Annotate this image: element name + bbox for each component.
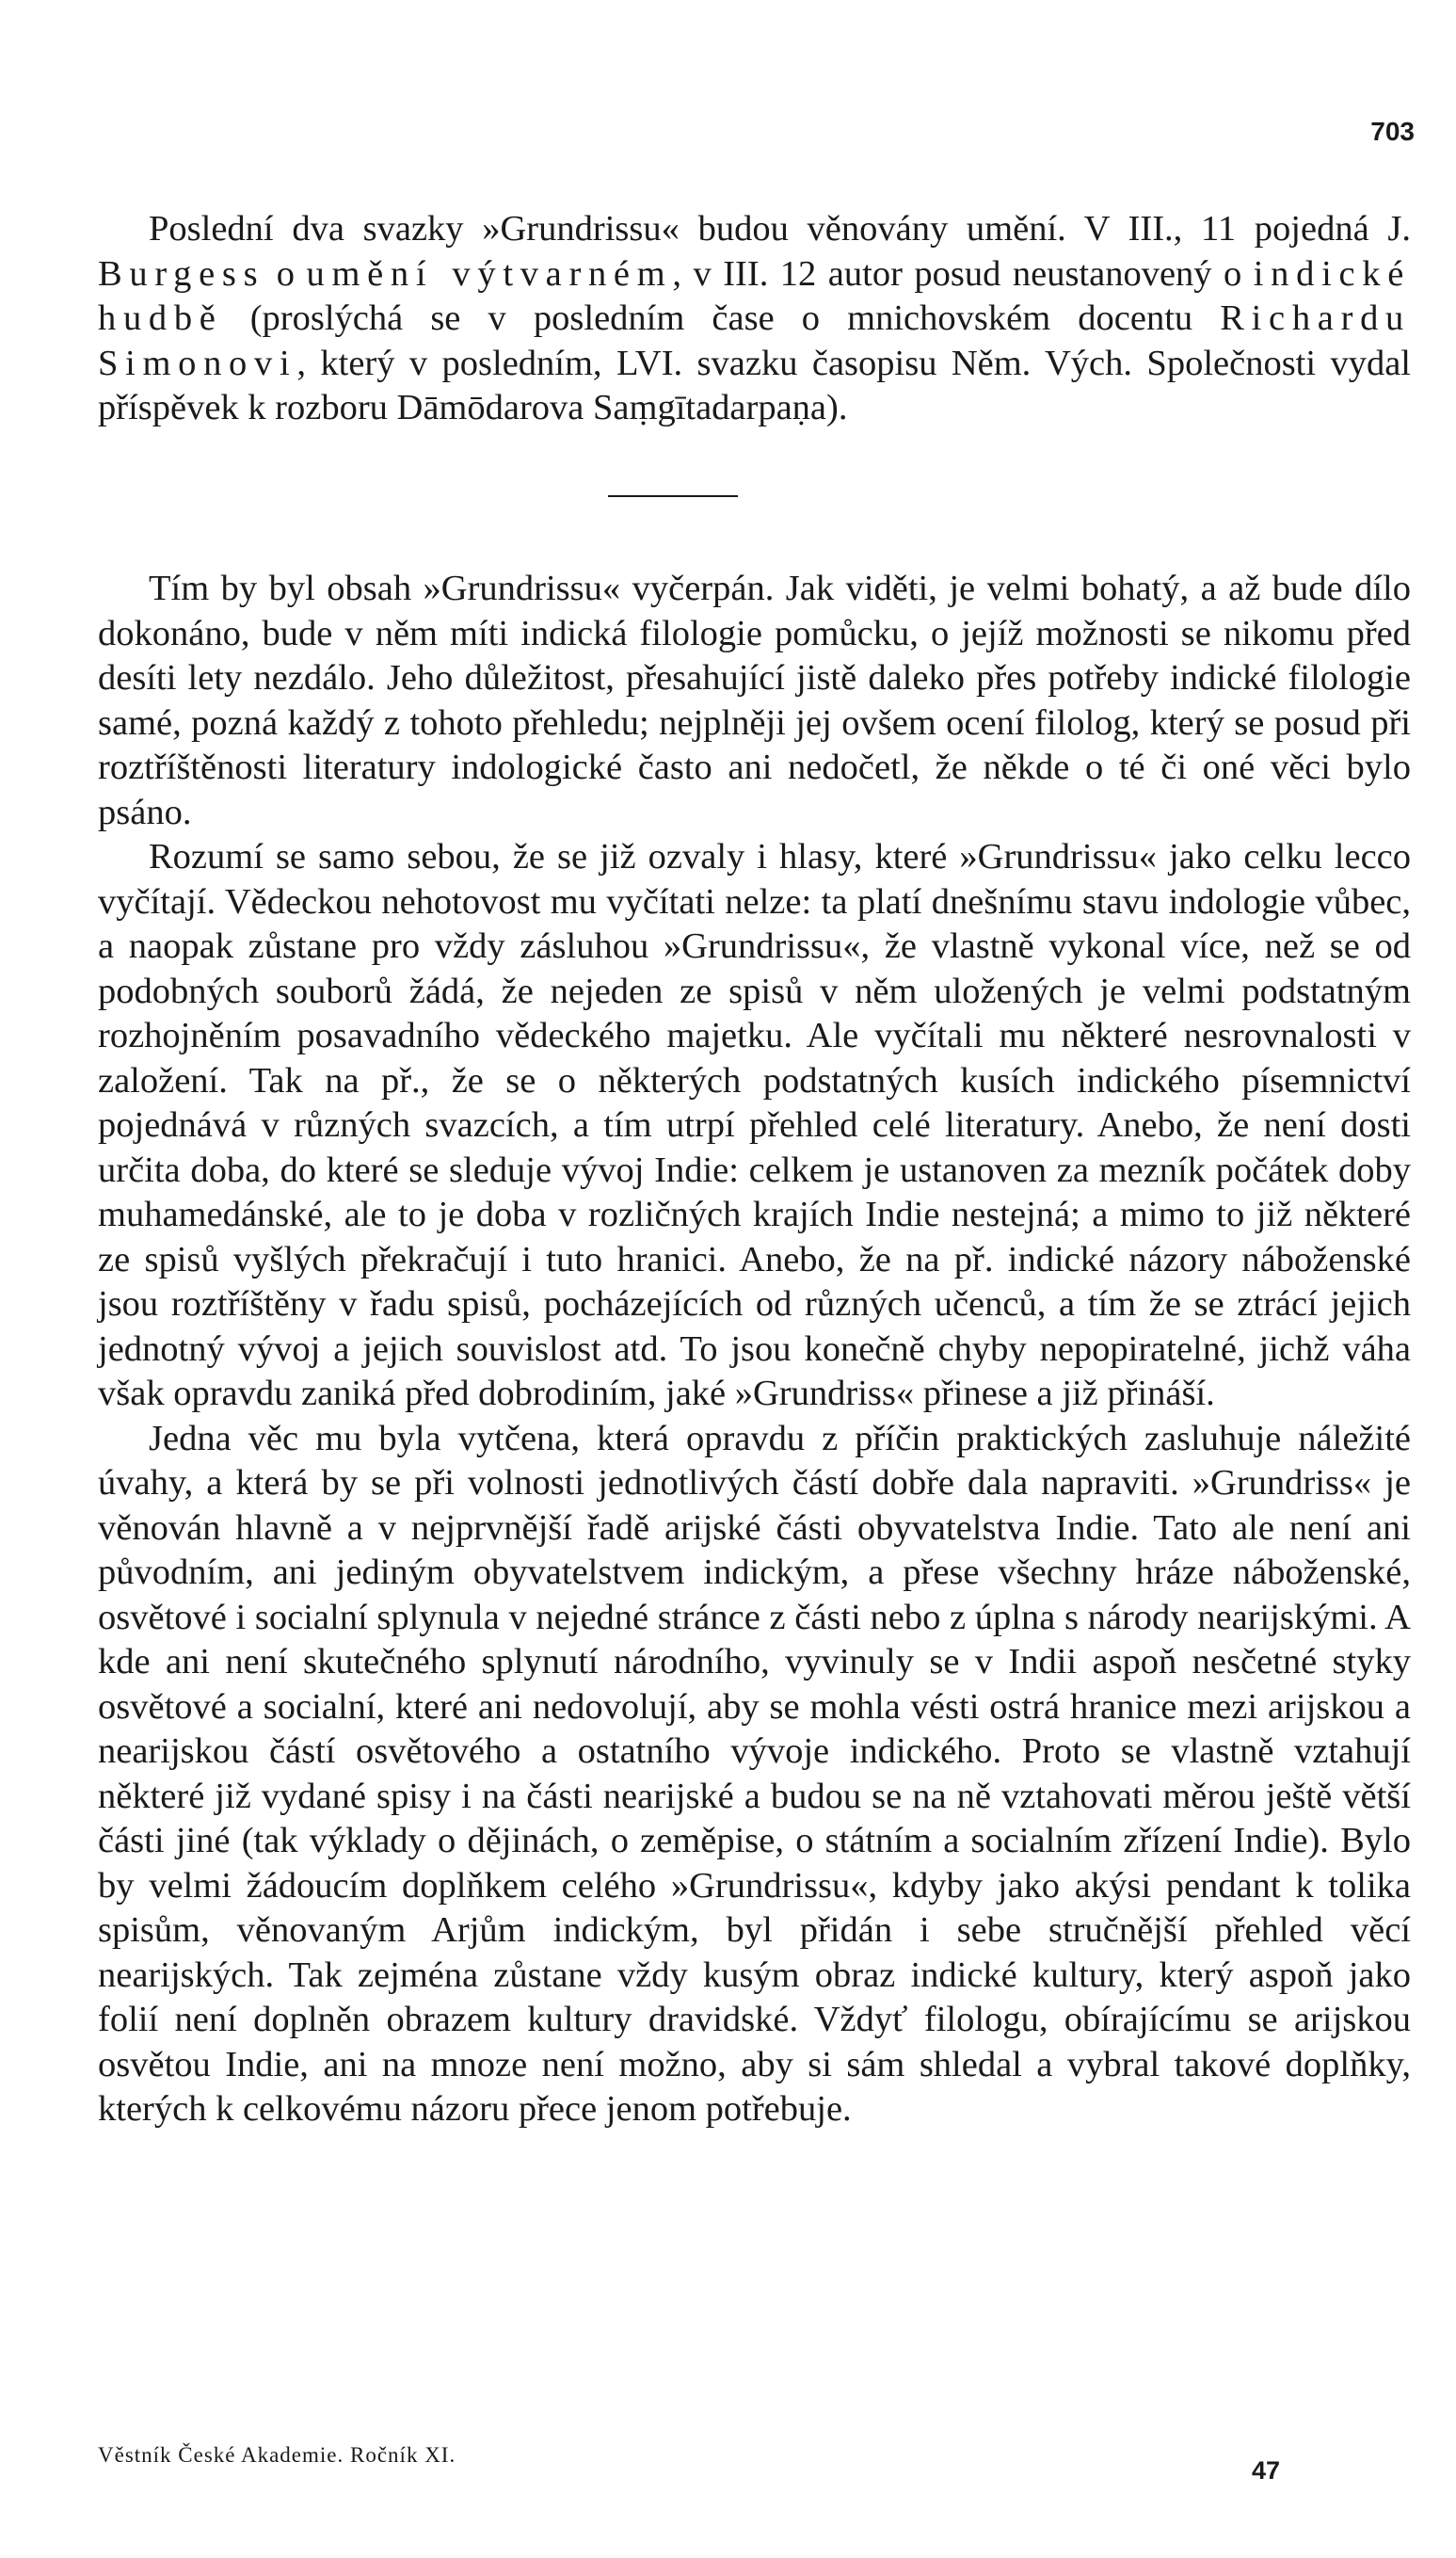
paragraph-2: Tím by byl obsah »Grundrissu« vyčerpán. Jak viděti, je velmi bohatý, a až bude dílo dokonáno, bude v něm míti indická filologie pomůcku, o jejíž možnosti se nikomu před desíti lety nezdálo. Jeho důležitost, přesahující jistě daleko přes potřeby indické filologie samé, pozná každý z tohoto přehledu; nejplněji jej ovšem ocení filolog, který se posud při roztříštěnosti literatury indologické často ani nedočetl, že někde o té či oné věci bylo psáno.	[98, 569, 1411, 832]
paragraph-4: Jedna věc mu byla vytčena, která opravdu z příčin praktických zasluhuje náležité úvahy, a která by se při volnosti jednotlivých částí dobře dala napraviti. »Grundriss« je věnován hlavně a v nejprvnější řadě arijské části obyvatelstva Indie. Tato ale není ani původním, ani jediným obyvatelstvem indickým, a přese všechny hráze náboženské, osvětové i socialní splynula v nejedné stránce z části nebo z úplna s národy nearijskými. A kde ani není skutečného splynutí národního, vyvinuly se v Indii aspoň nesčetné styky osvětové a socialní, které ani nedovolují, aby se mohla vésti ostrá hranice mezi arijskou a nearijskou částí osvětového a ostatního vývoje indického. Proto se vlastně vztahují některé již vydané spisy i na části nearijské a budou se na ně vztahovati měrou ještě větší části jiné (tak výklady o dějinách, o zeměpise, o státním a socialním zřízení Indie). Bylo by velmi žádoucím doplňkem celého »Grundrissu«, kdyby jako akýsi pendant k tolika spisům, věnovaným Arjům indickým, byl přidán i sebe stručnější přehled věcí nearijských. Tak zejména zůstane vždy kusým obraz indické kultury, který aspoň jako folií není doplněn obrazem kultury dravidské. Vždyť filologu, obírajícímu se arijskou osvětou Indie, ani na mnoze není možno, aby si sám shledal a vybral takové doplňky, kterých k celkovému názoru přece jenom potřebuje.	[98, 1418, 1411, 2129]
page-number: 703	[1370, 117, 1415, 146]
text-block-top	[98, 207, 1411, 431]
paragraph-1-spaced-music: indické hudbě	[98, 253, 1412, 338]
footer-signature: 47	[1252, 2456, 1281, 2485]
section-divider	[608, 495, 738, 497]
paragraph-1-spaced-art: umění výtvarném	[306, 253, 673, 294]
paragraph-1-spaced-burgess: Burgess	[98, 253, 265, 294]
footer-journal: Věstník České Akademie. Ročník XI.	[98, 2443, 456, 2467]
paragraph-1-text: (proslýchá se v posledním čase o mnichovském docentu	[222, 298, 1221, 338]
paragraph-1-spaced-simon: Richardu Simonovi	[98, 298, 1411, 383]
paragraph-1	[98, 207, 1411, 431]
paragraph-1-text: , který v posledním, LVI. svazku časopisu Něm. Vých. Společnosti vydal příspěvek k rozboru Dāmōdarova Saṃgītadarpaṇa).	[98, 343, 1411, 427]
text-block-main	[98, 567, 1411, 2132]
paragraph-1-text: o	[264, 253, 307, 294]
paragraph-1-text: Poslední dva svazky »Grundrissu« budou věnovány umění. V III., 11 pojedná J.	[149, 209, 1411, 249]
paragraph-1-text: , v III. 12 autor posud neustanovený o	[672, 253, 1254, 294]
paragraph-3: Rozumí se samo sebou, že se již ozvaly i hlasy, které »Grundrissu« jako celku lecco vyčítají. Vědeckou nehotovost mu vyčítati nelze: ta platí dnešnímu stavu indologie vůbec, a naopak zůstane pro vždy zásluhou »Grundrissu«, že vlastně vykonal více, než se od podobných souborů žádá, že nejeden ze spisů v něm uložených je velmi podstatným rozhojněním posavadního vědeckého majetku. Ale vyčítali mu některé nesrovnalosti v založení. Tak na př., že se o některých podstatných kusích indického písemnictví pojednává v různých svazcích, a tím utrpí přehled celé literatury. Anebo, že není dosti určita doba, do které se sleduje vývoj Indie: celkem je ustanoven za mezník počátek doby muhamedánské, ale to je doba v rozličných krajích Indie nestejná; a mimo to již některé ze spisů vyšlých překračují i tuto hranici. Anebo, že na př. indické názory náboženské jsou roztříštěny v řadu spisů, pocházejících od různých učenců, a tím že se ztrácí jejich jednotný vývoj a jejich souvislost atd. To jsou konečně chyby nepopiratelné, jichž váha však opravdu zaniká před dobrodiním, jaké »Grundriss« přinese a již přináší.	[98, 837, 1411, 1413]
